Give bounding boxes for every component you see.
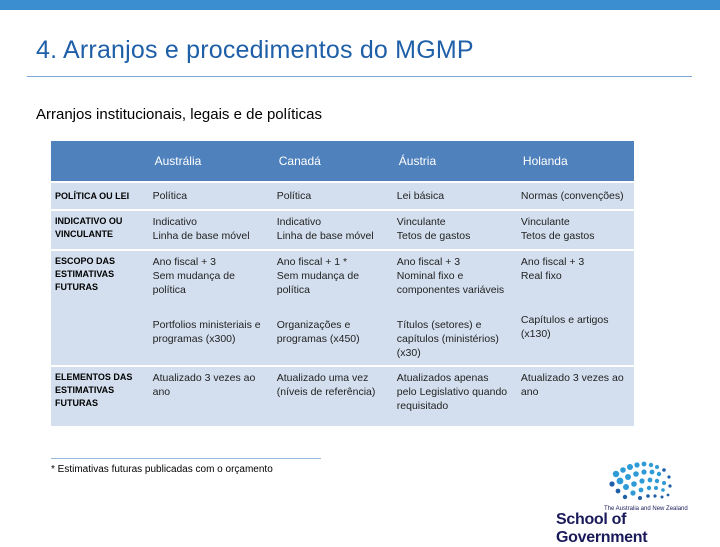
table-cell: Atualizado uma vez (níveis de referência) [271,366,391,426]
table-cell: Ano fiscal + 1 * Sem mudança de política [271,250,391,314]
table-cell [515,250,634,366]
table-row [51,250,634,314]
table-cell: Normas (convenções) [515,182,634,210]
table-cell: Política [271,182,391,210]
column-header-australia: Austrália [147,141,271,182]
table-cell: Títulos (setores) e capítulos (ministérios) (x30) [391,314,515,366]
logo-wordmark: School of Government [556,511,648,546]
slide-title: 4. Arranjos e procedimentos do MGMP [36,36,474,64]
row-label: POLÍTICA OU LEI [51,182,147,210]
table-cell: Ano fiscal + 3 Sem mudança de política [147,250,271,314]
row-label: ELEMENTOS DAS ESTIMATIVAS FUTURAS [51,366,147,426]
table-cell: Portfolios ministeriais e programas (x300) [147,314,271,366]
slide-subtitle: Arranjos institucionais, legais e de políticas [36,106,322,123]
table-cell: Atualizados apenas pelo Legislativo quando requisitado [391,366,515,426]
table-cell: Atualizado 3 vezes ao ano [147,366,271,426]
table-row [51,366,634,426]
table-cell: Política [147,182,271,210]
row-label: INDICATIVO OU VINCULANTE [51,210,147,250]
table-cell: Indicativo Linha de base móvel [147,210,271,250]
top-accent-bar [0,0,720,10]
footnote: * Estimativas futuras publicadas com o orçamento [51,464,273,475]
column-header-canada: Canadá [271,141,391,182]
table-cell: Vinculante Tetos de gastos [515,210,634,250]
column-header-netherlands: Holanda [515,141,634,182]
table-cell: Ano fiscal + 3 Nominal fixo e componentes variáveis [391,250,515,314]
table-row [51,210,634,250]
header-corner [51,141,147,182]
table-cell: Vinculante Tetos de gastos [391,210,515,250]
table-cell: Indicativo Linha de base móvel [271,210,391,250]
footnote-divider [51,458,321,459]
table-cell: Lei básica [391,182,515,210]
title-divider [27,76,692,77]
logo-tagline: The Australia and New Zealand [604,506,688,512]
table-cell: Organizações e programas (x450) [271,314,391,366]
cell-text-b: Capítulos e artigos (x130) [520,314,609,340]
cell-text-a: Ano fiscal + 3 Real fixo [520,256,585,282]
header-row [51,141,634,182]
row-label: ESCOPO DAS ESTIMATIVAS FUTURAS [51,250,147,366]
table-row [51,182,634,210]
table-cell: Atualizado 3 vezes ao ano [515,366,634,426]
comparison-table [51,141,634,426]
column-header-austria: Áustria [391,141,515,182]
